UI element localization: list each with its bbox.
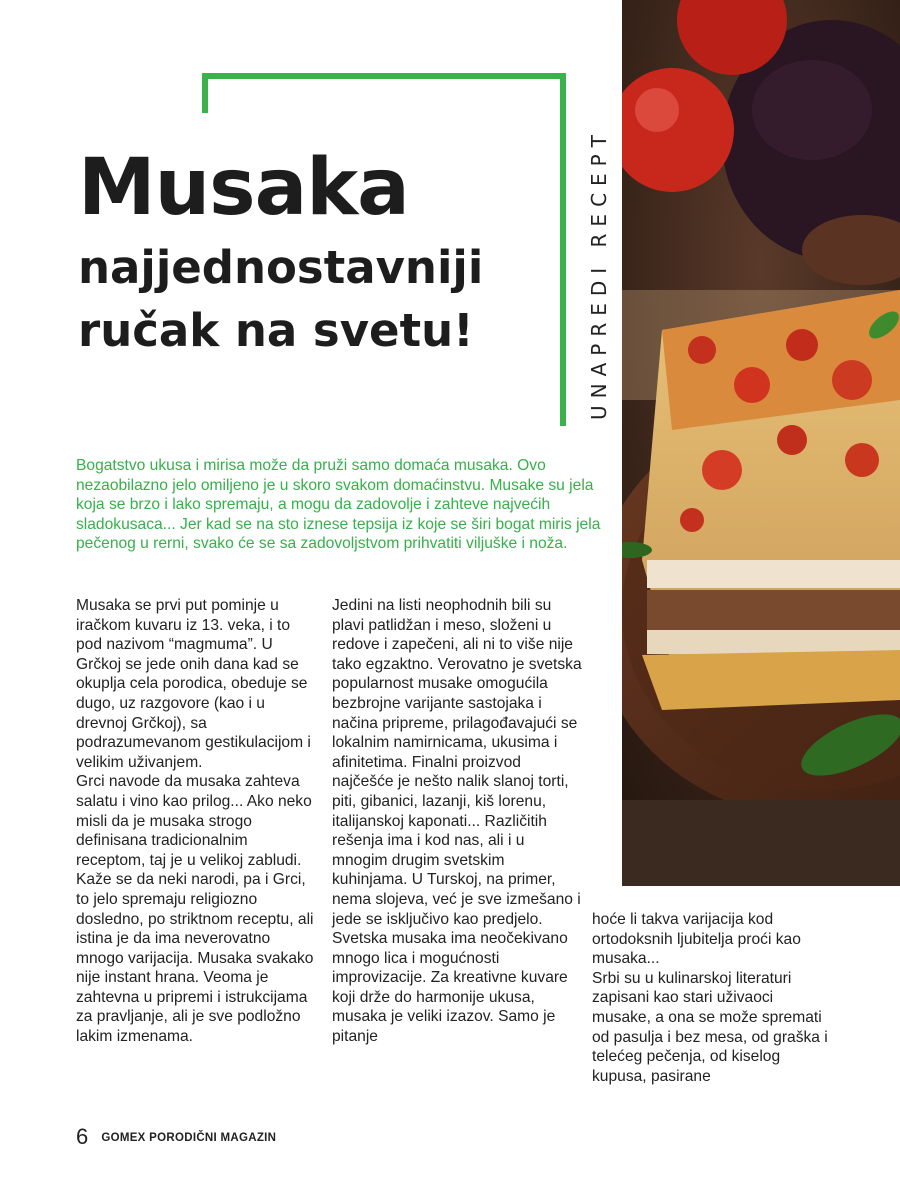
column-2-paragraph-2: Svetska musaka ima neočekivano mnogo lica i mogućnosti improvizacije. Za kreativne kuvare koji drže do harmonije ukusa, musaka je veliki izazov. Samo je pitanje [332, 930, 568, 1046]
title-block [78, 140, 598, 362]
section-label: UNAPREDI RECEPT [587, 128, 611, 420]
page-number: 6 [76, 1124, 89, 1149]
column-1-paragraph-2: Grci navode da musaka zahteva salatu i vino kao prilog... Ako neko misli da je musaka strogo definisana tradicionalnim receptom, taj je u velikoj zabludi. Kaže se da neki narodi, pa i Grci, to jelo spremaju religiozno dosledno, po striktnom receptu, ali istina je da ima neverovatno mnogo varijacija. Musaka svakako nije instant hrana. Veoma je zahtevna u pripremi i istrukcijama za pravljanje, ali je sve podložno lakim izmenama. [76, 773, 314, 1046]
title-frame-corner [202, 73, 208, 113]
article-column-3 [592, 910, 832, 1086]
column-1-paragraph-1: Musaka se prvi put pominje u iračkom kuvaru iz 13. veka, i to pod nazivom “magmuma”. U Grčkoj se jede onih dana kad se okuplja cela porodica, obeduje se dugo, uz razgovore (kao i u drevnoj Grčkoj), sa podrazumevanom gestikulacijom i velikim uživanjem. [76, 597, 311, 771]
subtitle-line1-text: najjednostavniji [78, 236, 489, 299]
page-subtitle-line1 [78, 236, 598, 299]
magazine-name: GOMEX PORODIČNI MAGAZIN [101, 1132, 277, 1144]
intro-paragraph: Bogatstvo ukusa i mirisa može da pruži samo domaća musaka. Ovo nezaobilazno jelo omiljeno je u skoro svakom domaćinstvu. Musake su jela koja se brzo i lako spremaju, a mogu da zadovolje i zahteve najvećih sladokusaca... Jer kad se na sto iznese tepsija iz koje se širi bogat miris jela pečenog u rerni, svako će se sa zadovoljstvom prihvatiti viljuške i noža. [76, 457, 601, 553]
subtitle-line2-text: ručak na svetu! [78, 299, 480, 362]
musaka-photo [622, 0, 900, 886]
page-title: Musaka [78, 143, 409, 233]
article-column-2 [332, 596, 582, 1047]
page-subtitle-line2 [78, 299, 598, 362]
article-column-1 [76, 596, 314, 1047]
page-footer [76, 1124, 276, 1150]
column-2-paragraph-1: Jedini na listi neophodnih bili su plavi patlidžan i meso, složeni u redove i zapečeni, ali ni to više nije tako egzaktno. Verovatno je svetska popularnost musake omogućila bezbrojne varijante sastojaka i načina pripreme, prilagođavajući se lokalnim namirnicama, ukusima i afinitetima. Finalni proizvod najčešće je nešto nalik slanoj torti, piti, gibanici, lazanji, kiš lorenu, italijanskoj kaponati... Različitih rešenja ima i kod nas, ali i u mnogim drugim svetskim kuhinjama. U Turskoj, na primer, nema slojeva, već je sve izmešano i jede se isključivo kao predjelo. [332, 597, 582, 928]
column-3-paragraph-2: Srbi su u kulinarskoj literaturi zapisani kao stari uživaoci musake, a ona se može spremati od pasulja i bez mesa, od graška i telećeg pečenja, od kiselog kupusa, pasirane [592, 969, 828, 1085]
column-3-paragraph-1: hoće li takva varijacija kod ortodoksnih ljubitelja proći kao musaka... [592, 911, 801, 968]
